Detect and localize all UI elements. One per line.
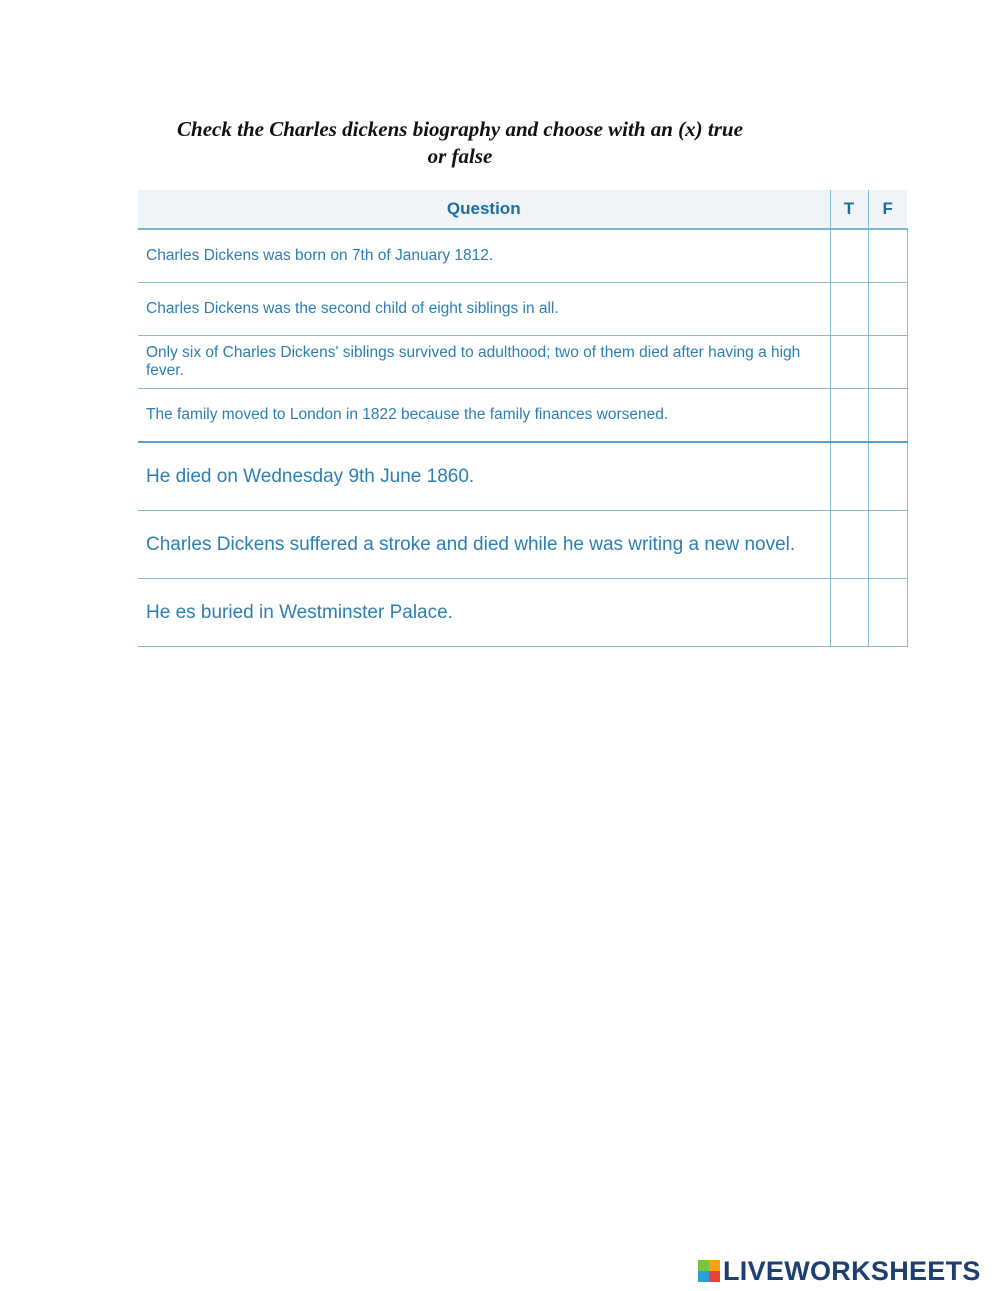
- false-answer-cell[interactable]: [868, 229, 907, 283]
- false-answer-cell[interactable]: [868, 511, 907, 579]
- worksheet-instructions: [140, 116, 780, 170]
- table-header-row: [138, 190, 907, 229]
- statement-text: He es buried in Westminster Palace.: [138, 579, 830, 647]
- true-answer-cell[interactable]: [830, 283, 868, 336]
- true-false-table: [138, 190, 908, 647]
- statement-text: He died on Wednesday 9th June 1860.: [138, 442, 830, 511]
- false-answer-cell[interactable]: [868, 283, 907, 336]
- false-header: F: [868, 190, 907, 229]
- statement-text: Charles Dickens was the second child of eight siblings in all.: [138, 283, 830, 336]
- brand-name: LIVEWORKSHEETS: [723, 1255, 981, 1286]
- logo-tile-icon: [698, 1260, 709, 1271]
- table-row: [138, 283, 907, 336]
- statement-text: Only six of Charles Dickens' siblings survived to adulthood; two of them died after having a high fever.: [138, 336, 830, 389]
- true-answer-cell[interactable]: [830, 336, 868, 389]
- true-header: T: [830, 190, 868, 229]
- statement-text: The family moved to London in 1822 because the family finances worsened.: [138, 389, 830, 443]
- table-row: [138, 511, 907, 579]
- statement-text: Charles Dickens was born on 7th of January 1812.: [138, 229, 830, 283]
- table-row: [138, 579, 907, 647]
- table-row: [138, 442, 907, 511]
- instructions-line-1: Check the Charles dickens biography and choose with an (x) true: [177, 117, 743, 141]
- true-answer-cell[interactable]: [830, 511, 868, 579]
- liveworksheets-brand: [698, 1256, 981, 1286]
- false-answer-cell[interactable]: [868, 442, 907, 511]
- logo-tile-icon: [709, 1271, 720, 1282]
- logo-tile-icon: [709, 1260, 720, 1271]
- statement-text: Charles Dickens suffered a stroke and died while he was writing a new novel.: [138, 511, 830, 579]
- true-answer-cell[interactable]: [830, 389, 868, 443]
- question-header: Question: [138, 190, 830, 229]
- liveworksheets-logo-icon: [698, 1260, 720, 1282]
- table-row: [138, 336, 907, 389]
- logo-tile-icon: [698, 1271, 709, 1282]
- table-row: [138, 389, 907, 443]
- instructions-line-2: or false: [427, 144, 493, 168]
- true-answer-cell[interactable]: [830, 579, 868, 647]
- false-answer-cell[interactable]: [868, 336, 907, 389]
- true-answer-cell[interactable]: [830, 442, 868, 511]
- table-row: [138, 229, 907, 283]
- false-answer-cell[interactable]: [868, 389, 907, 443]
- true-answer-cell[interactable]: [830, 229, 868, 283]
- false-answer-cell[interactable]: [868, 579, 907, 647]
